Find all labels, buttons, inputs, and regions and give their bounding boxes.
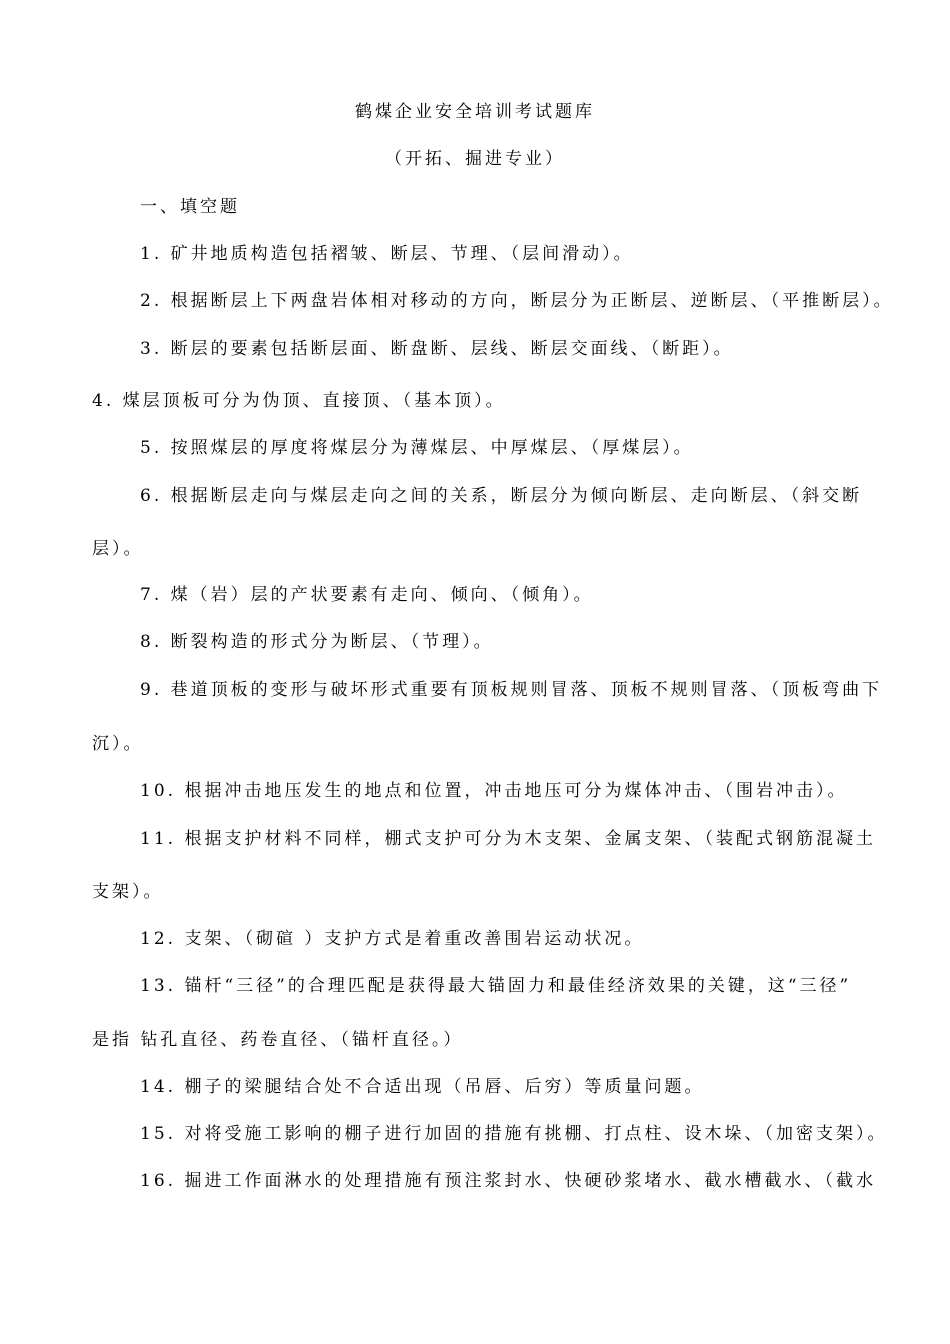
question-line: 12. 支架、（砌碹 ）支护方式是着重改善围岩运动状况。 [140, 929, 645, 949]
question-line: 8. 断裂构造的形式分为断层、（节理）。 [140, 632, 494, 652]
question-line: 16. 掘进工作面淋水的处理措施有预注浆封水、快硬砂浆堵水、截水槽截水、（截水 [140, 1171, 876, 1191]
question-line: 7. 煤（岩）层的产状要素有走向、倾向、（倾角）。 [140, 585, 594, 605]
question-line: 9. 巷道顶板的变形与破坏形式重要有顶板规则冒落、顶板不规则冒落、（顶板弯曲下 [140, 680, 883, 700]
question-line: 6. 根据断层走向与煤层走向之间的关系，断层分为倾向断层、走向断层、（斜交断 [140, 486, 863, 506]
question-line-continuation: 沉）。 [92, 734, 144, 754]
document-title: 鹤煤企业安全培训考试题库 [355, 102, 595, 122]
question-line-continuation: 是指 钻孔直径、药卷直径、（锚杆直径。） [92, 1030, 464, 1050]
question-line: 10. 根据冲击地压发生的地点和位置，冲击地压可分为煤体冲击、（围岩冲击）。 [140, 781, 848, 801]
question-line: 2. 根据断层上下两盘岩体相对移动的方向，断层分为正断层、逆断层、（平推断层）。 [140, 291, 894, 311]
question-line: 1. 矿井地质构造包括褶皱、断层、节理、（层间滑动）。 [140, 244, 634, 264]
question-line: 4. 煤层顶板可分为伪顶、直接顶、（基本顶）。 [92, 391, 506, 411]
question-line: 5. 按照煤层的厚度将煤层分为薄煤层、中厚煤层、（厚煤层）。 [140, 438, 694, 458]
question-line: 13. 锚杆“三径”的合理匹配是获得最大锚固力和最佳经济效果的关键，这“三径” [140, 976, 852, 996]
question-line: 15. 对将受施工影响的棚子进行加固的措施有挑棚、打点柱、设木垛、（加密支架）。 [140, 1124, 888, 1144]
section-heading: 一、填空题 [140, 197, 240, 217]
question-line: 14. 棚子的梁腿结合处不合适出现（吊唇、后穷）等质量问题。 [140, 1077, 705, 1097]
document-subtitle: （开拓、掘进专业） [385, 149, 565, 169]
question-line: 11. 根据支护材料不同样，棚式支护可分为木支架、金属支架、（装配式钢筋混凝土 [140, 829, 876, 849]
question-line-continuation: 支架）。 [92, 882, 164, 902]
question-line-continuation: 层）。 [92, 539, 144, 559]
question-line: 3. 断层的要素包括断层面、断盘断、层线、断层交面线、（断距）。 [140, 339, 734, 359]
